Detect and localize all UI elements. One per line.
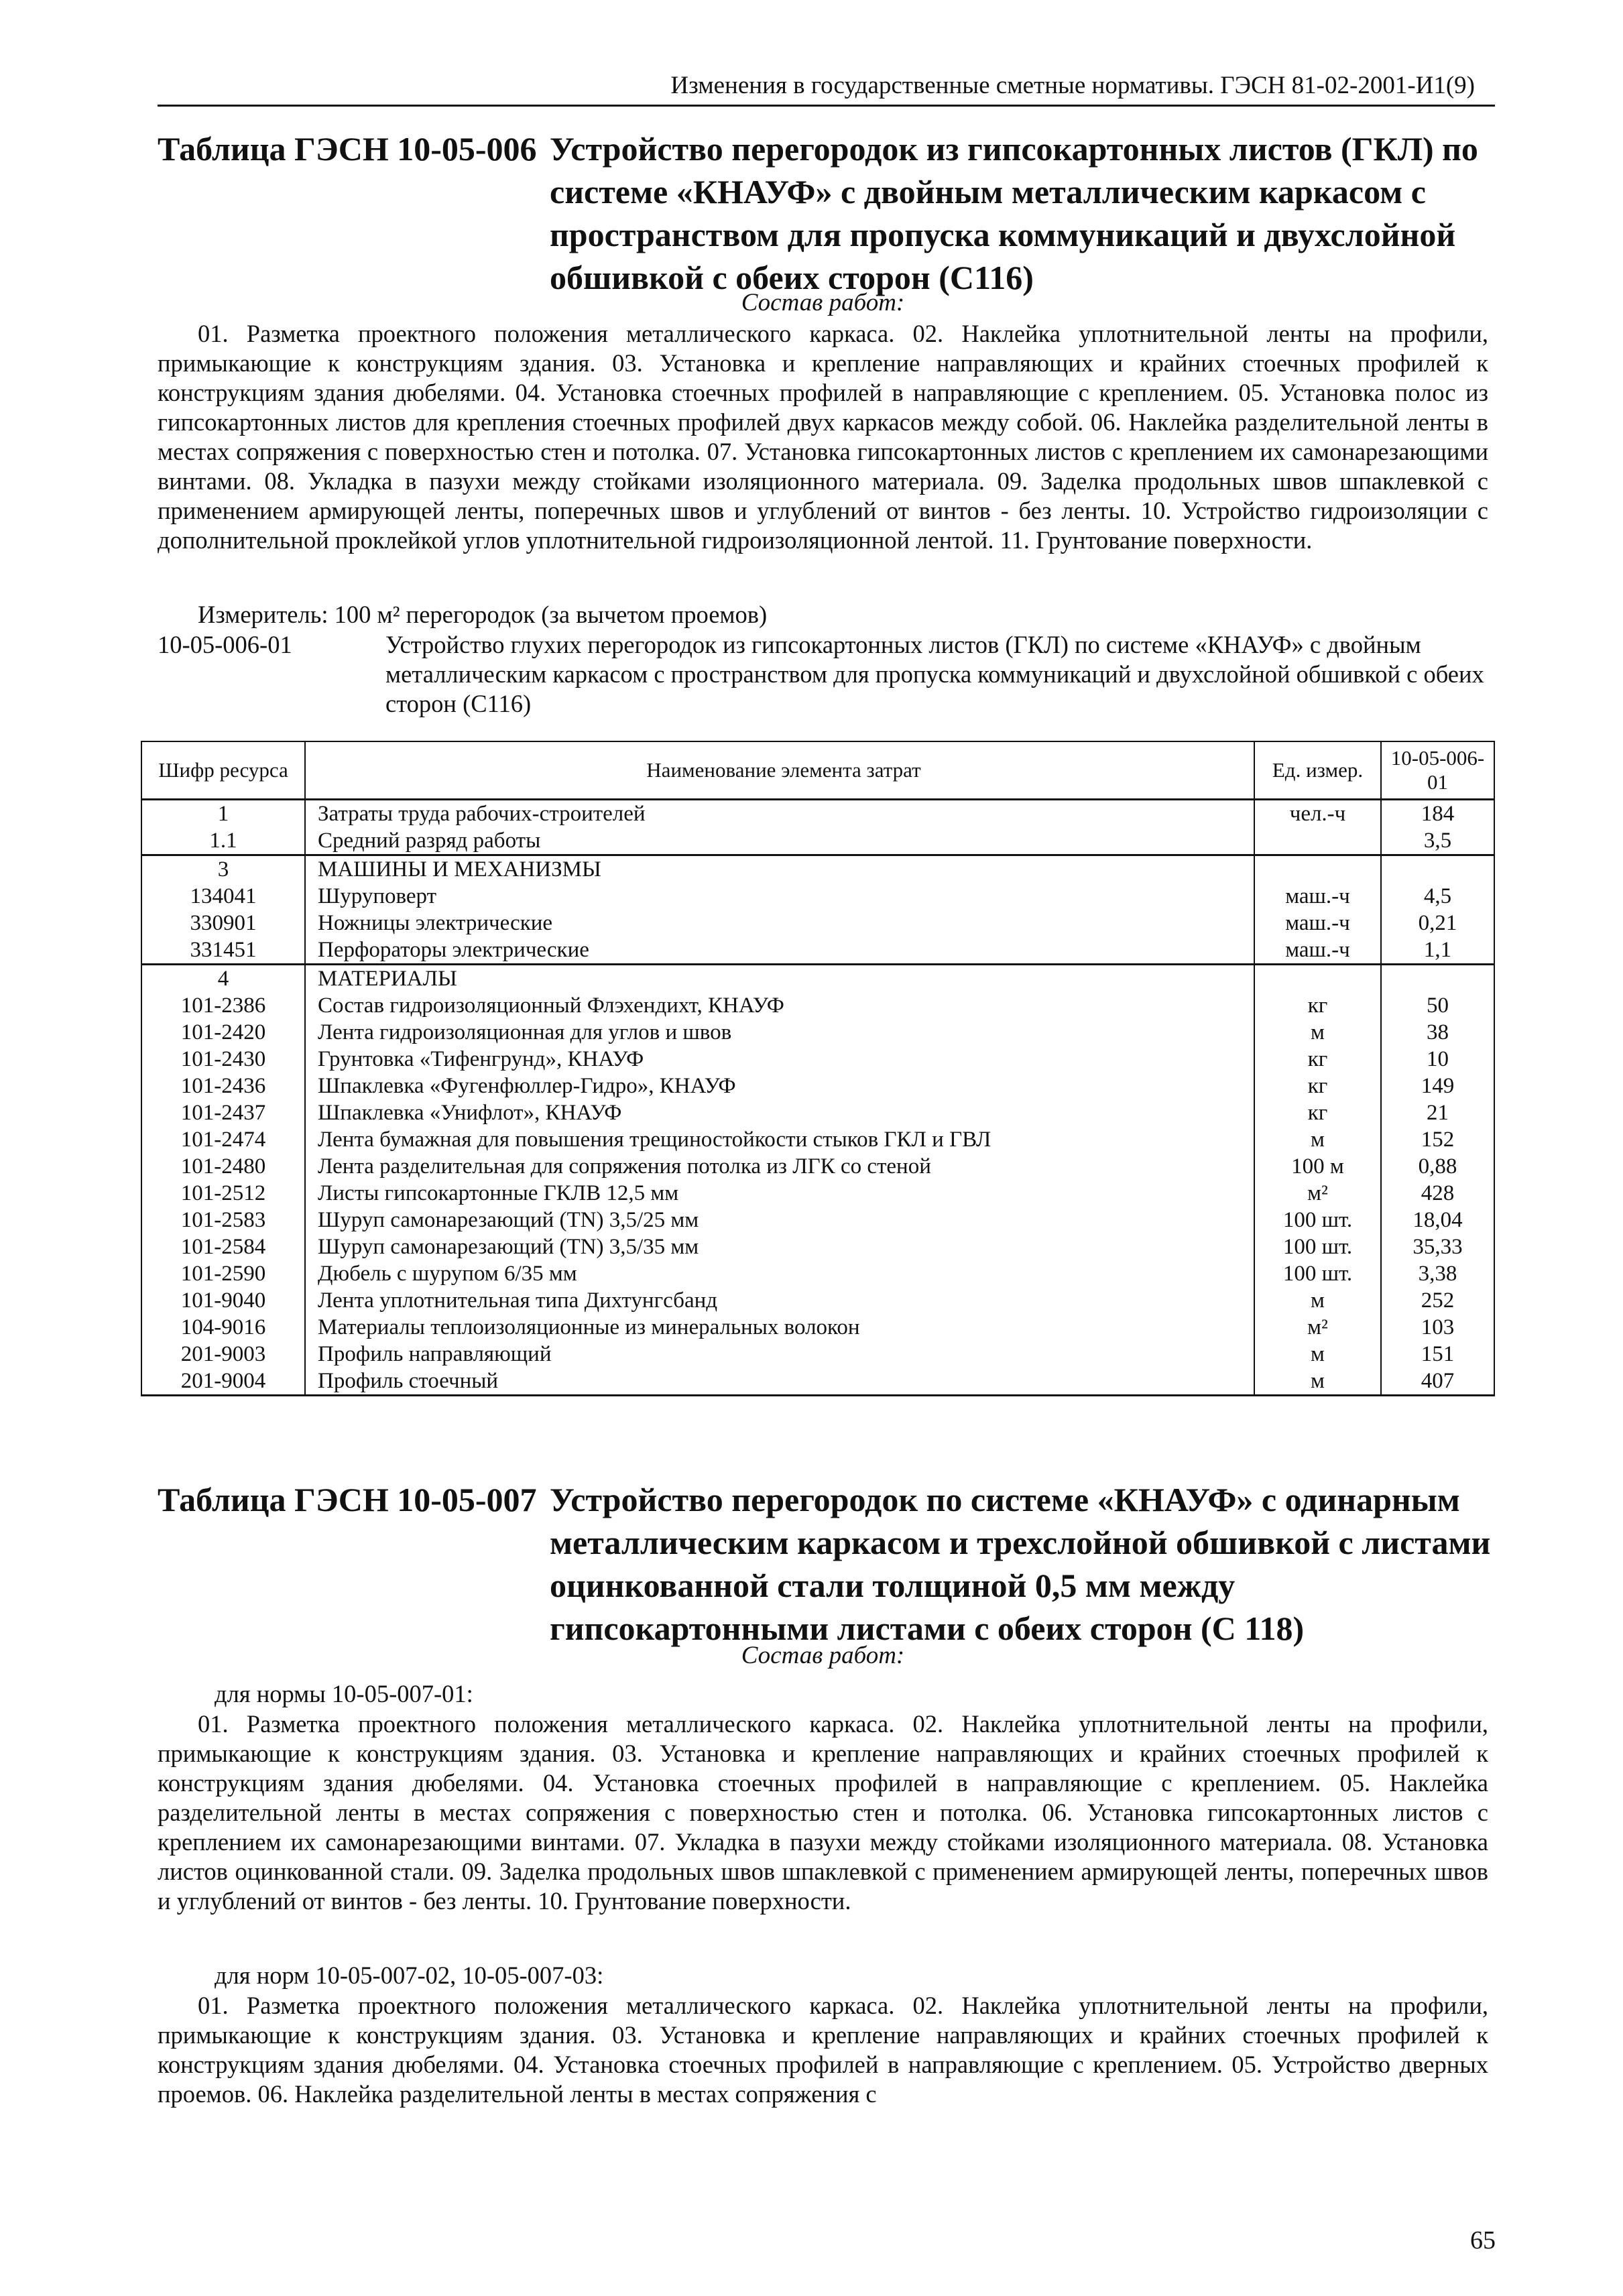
cell-unit: кг bbox=[1254, 992, 1381, 1019]
cell-code: 104-9016 bbox=[141, 1314, 305, 1341]
cell-value: 407 bbox=[1381, 1368, 1494, 1396]
norm2-work-text: 01. Разметка проектного положения металлического каркаса. 02. Наклейка уплотнительной ленты на профили, примыкающие к конструкциям здания. 03. Установка и крепление направляющих и крайних стоечных профилей к конструкциям здания дюбелями. 04. Установка стоечных профилей в направляющие с креплением. 05. Устройство дверных проемов. 06. Наклейка разделительной ленты в местах сопряжения с bbox=[158, 1992, 1488, 2108]
cell-unit bbox=[1254, 855, 1381, 884]
cell-name: Профиль направляющий bbox=[305, 1341, 1254, 1368]
table-row bbox=[141, 855, 1494, 884]
cell-code: 331451 bbox=[141, 936, 305, 965]
cell-value: 18,04 bbox=[1381, 1207, 1494, 1233]
cell-code: 101-2474 bbox=[141, 1126, 305, 1153]
cell-name: Шпаклевка «Унифлот», КНАУФ bbox=[305, 1099, 1254, 1126]
table1-meter: Измеритель: 100 м² перегородок (за вычетом проемов) bbox=[198, 601, 768, 628]
cell-unit: м bbox=[1254, 1368, 1381, 1396]
cell-unit: м bbox=[1254, 1341, 1381, 1368]
group-machines bbox=[141, 855, 1494, 965]
table-row bbox=[141, 1207, 1494, 1233]
cell-value: 1,1 bbox=[1381, 936, 1494, 965]
cell-unit bbox=[1254, 965, 1381, 993]
cell-name: Профиль стоечный bbox=[305, 1368, 1254, 1396]
table1-work-heading: Состав работ: bbox=[741, 289, 905, 316]
table2-title-line: металлическим каркасом и трехслойной обшивкой с листами bbox=[550, 1524, 1491, 1561]
table-row bbox=[141, 1180, 1494, 1207]
cell-name: МАШИНЫ И МЕХАНИЗМЫ bbox=[305, 855, 1254, 884]
cell-name: Средний разряд работы bbox=[305, 827, 1254, 855]
group-materials bbox=[141, 965, 1494, 1396]
table2-title-line: оцинкованной стали толщиной 0,5 мм между bbox=[550, 1567, 1236, 1604]
cell-name: МАТЕРИАЛЫ bbox=[305, 965, 1254, 993]
col-header-code: Шифр ресурса bbox=[141, 741, 305, 800]
cell-code: 101-2584 bbox=[141, 1233, 305, 1260]
cell-name: Шуруп самонарезающий (TN) 3,5/25 мм bbox=[305, 1207, 1254, 1233]
table-row bbox=[141, 1073, 1494, 1099]
table2-label: Таблица ГЭСН 10-05-007 bbox=[158, 1481, 537, 1518]
page-header bbox=[158, 67, 1495, 107]
cell-code: 3 bbox=[141, 855, 305, 884]
cell-value bbox=[1381, 965, 1494, 993]
cell-name: Лента разделительная для сопряжения потолка из ЛГК со стеной bbox=[305, 1153, 1254, 1180]
cell-unit: м² bbox=[1254, 1180, 1381, 1207]
cell-value: 4,5 bbox=[1381, 883, 1494, 910]
cell-value: 10 bbox=[1381, 1046, 1494, 1073]
table-row bbox=[141, 1126, 1494, 1153]
cell-code: 101-9040 bbox=[141, 1287, 305, 1314]
cell-value: 252 bbox=[1381, 1287, 1494, 1314]
cell-value: 103 bbox=[1381, 1314, 1494, 1341]
cell-unit: м bbox=[1254, 1126, 1381, 1153]
cell-code: 101-2480 bbox=[141, 1153, 305, 1180]
cell-value: 3,5 bbox=[1381, 827, 1494, 855]
cell-unit bbox=[1254, 827, 1381, 855]
table1-title-line: системе «КНАУФ» с двойным металлическим каркасом с bbox=[550, 173, 1426, 210]
table2-title-line: Устройство перегородок по системе «КНАУФ» с одинарным bbox=[550, 1481, 1460, 1518]
cell-unit: маш.-ч bbox=[1254, 936, 1381, 965]
table-row bbox=[141, 1368, 1494, 1396]
cell-code: 330901 bbox=[141, 910, 305, 936]
cell-value: 21 bbox=[1381, 1099, 1494, 1126]
cell-code: 4 bbox=[141, 965, 305, 993]
cell-code: 134041 bbox=[141, 883, 305, 910]
norm2-label: для норм 10-05-007-02, 10-05-007-03: bbox=[215, 1961, 604, 1989]
norm-description: Устройство глухих перегородок из гипсокартонных листов (ГКЛ) по системе «КНАУФ» с двойным металлическим каркасом с пространством для пропуска коммуникаций и двухслойной обшивкой с обеих сторон (С116) bbox=[385, 631, 1484, 717]
table-row bbox=[141, 936, 1494, 965]
cell-unit: м bbox=[1254, 1287, 1381, 1314]
cell-value: 428 bbox=[1381, 1180, 1494, 1207]
table1-label: Таблица ГЭСН 10-05-006 bbox=[158, 130, 537, 168]
cell-unit: м bbox=[1254, 1019, 1381, 1046]
cell-unit: 100 шт. bbox=[1254, 1233, 1381, 1260]
cell-unit: 100 шт. bbox=[1254, 1207, 1381, 1233]
cell-name: Листы гипсокартонные ГКЛВ 12,5 мм bbox=[305, 1180, 1254, 1207]
table1-title-line: Устройство перегородок из гипсокартонных листов (ГКЛ) по bbox=[550, 130, 1478, 168]
cell-value: 151 bbox=[1381, 1341, 1494, 1368]
table-row bbox=[141, 992, 1494, 1019]
table-row bbox=[141, 827, 1494, 855]
cell-unit: 100 м bbox=[1254, 1153, 1381, 1180]
cell-unit: маш.-ч bbox=[1254, 910, 1381, 936]
table-row bbox=[141, 1260, 1494, 1287]
cell-code: 201-9003 bbox=[141, 1341, 305, 1368]
col-header-value: 10-05-006-01 bbox=[1381, 741, 1494, 800]
cell-unit: 100 шт. bbox=[1254, 1260, 1381, 1287]
cell-name: Лента гидроизоляционная для углов и швов bbox=[305, 1019, 1254, 1046]
cell-code: 101-2437 bbox=[141, 1099, 305, 1126]
table-row bbox=[141, 1287, 1494, 1314]
cell-code: 101-2420 bbox=[141, 1019, 305, 1046]
cell-name: Грунтовка «Тифенгрунд», КНАУФ bbox=[305, 1046, 1254, 1073]
cell-code: 201-9004 bbox=[141, 1368, 305, 1396]
cell-name: Материалы теплоизоляционные из минеральных волокон bbox=[305, 1314, 1254, 1341]
cell-code: 101-2590 bbox=[141, 1260, 305, 1287]
cell-value: 184 bbox=[1381, 800, 1494, 828]
table2-title-line: гипсокартонными листами с обеих сторон (С 118) bbox=[550, 1610, 1305, 1647]
cell-value: 149 bbox=[1381, 1073, 1494, 1099]
table-row bbox=[141, 1314, 1494, 1341]
cell-name: Дюбель с шурупом 6/35 мм bbox=[305, 1260, 1254, 1287]
table-row bbox=[141, 1233, 1494, 1260]
resource-table bbox=[141, 741, 1495, 1396]
cell-code: 101-2386 bbox=[141, 992, 305, 1019]
col-header-unit: Ед. измер. bbox=[1254, 741, 1381, 800]
table-row bbox=[141, 965, 1494, 993]
header-text: Изменения в государственные сметные нормативы. ГЭСН 81-02-2001-И1(9) bbox=[670, 72, 1475, 99]
cell-name: Шпаклевка «Фугенфюллер-Гидро», КНАУФ bbox=[305, 1073, 1254, 1099]
table-row bbox=[141, 1153, 1494, 1180]
cell-unit: чел.-ч bbox=[1254, 800, 1381, 828]
cell-name: Ножницы электрические bbox=[305, 910, 1254, 936]
table-row bbox=[141, 1341, 1494, 1368]
cell-code: 101-2583 bbox=[141, 1207, 305, 1233]
cell-value: 152 bbox=[1381, 1126, 1494, 1153]
cell-unit: маш.-ч bbox=[1254, 883, 1381, 910]
table1-title-line: пространством для пропуска коммуникаций и двухслойной bbox=[550, 216, 1456, 253]
group-labor bbox=[141, 800, 1494, 855]
cell-name: Лента бумажная для повышения трещиностойкости стыков ГКЛ и ГВЛ bbox=[305, 1126, 1254, 1153]
norm1-work-text: 01. Разметка проектного положения металлического каркаса. 02. Наклейка уплотнительной ленты на профили, примыкающие к конструкциям здания. 03. Установка и крепление направляющих и крайних стоечных профилей к конструкциям здания дюбелями. 04. Установка стоечных профилей в направляющие с креплением. 05. Наклейка разделительной ленты в местах сопряжения с поверхностью стен и потолка. 06. Установка гипсокартонных листов с креплением их самонарезающими винтами. 07. Укладка в пазухи между стойками изоляционного материала. 08. Установка листов оцинкованной стали. 09. Заделка продольных швов шпаклевкой с применением армирующей ленты, поперечных швов и углублений от винтов - без ленты. 10. Грунтование поверхности. bbox=[158, 1710, 1488, 1915]
cell-code: 1.1 bbox=[141, 827, 305, 855]
cell-code: 101-2436 bbox=[141, 1073, 305, 1099]
cell-code: 1 bbox=[141, 800, 305, 828]
cell-name: Шуруп самонарезающий (TN) 3,5/35 мм bbox=[305, 1233, 1254, 1260]
cell-name: Шуруповерт bbox=[305, 883, 1254, 910]
cell-value: 50 bbox=[1381, 992, 1494, 1019]
cell-value bbox=[1381, 855, 1494, 884]
table-row bbox=[141, 1046, 1494, 1073]
cell-value: 3,38 bbox=[1381, 1260, 1494, 1287]
cell-unit: кг bbox=[1254, 1046, 1381, 1073]
cell-value: 35,33 bbox=[1381, 1233, 1494, 1260]
table-row bbox=[141, 910, 1494, 936]
cell-unit: кг bbox=[1254, 1099, 1381, 1126]
table-row bbox=[141, 1019, 1494, 1046]
cell-code: 101-2430 bbox=[141, 1046, 305, 1073]
norm-code: 10-05-006-01 bbox=[158, 631, 292, 658]
cell-name: Лента уплотнительная типа Дихтунгсбанд bbox=[305, 1287, 1254, 1314]
cell-name: Затраты труда рабочих-строителей bbox=[305, 800, 1254, 828]
page-number: 65 bbox=[1470, 2226, 1496, 2254]
cell-name: Состав гидроизоляционный Флэхендихт, КНАУФ bbox=[305, 992, 1254, 1019]
col-header-name: Наименование элемента затрат bbox=[305, 741, 1254, 800]
table-row bbox=[141, 1099, 1494, 1126]
cell-value: 38 bbox=[1381, 1019, 1494, 1046]
norm1-label: для нормы 10-05-007-01: bbox=[215, 1680, 473, 1707]
cell-value: 0,21 bbox=[1381, 910, 1494, 936]
cell-value: 0,88 bbox=[1381, 1153, 1494, 1180]
table-header-row bbox=[141, 741, 1494, 800]
table-row bbox=[141, 883, 1494, 910]
cell-name: Перфораторы электрические bbox=[305, 936, 1254, 965]
table1-work-text: 01. Разметка проектного положения металлического каркаса. 02. Наклейка уплотнительной ленты на профили, примыкающие к конструкциям здания. 03. Установка и крепление направляющих и крайних стоечных профилей к конструкциям здания дюбелями. 04. Установка стоечных профилей в направляющие с креплением. 05. Установка полос из гипсокартонных листов для крепления стоечных профилей двух каркасов между собой. 06. Наклейка разделительной ленты в местах сопряжения с поверхностью стен и потолка. 07. Установка гипсокартонных листов с креплением их самонарезающими винтами. 08. Укладка в пазухи между стойками изоляционного материала. 09. Заделка продольных швов шпаклевкой с применением армирующей ленты, поперечных швов и углублений от винтов - без ленты. 10. Устройство гидроизоляции с дополнительной проклейкой углов уплотнительной гидроизоляционной лентой. 11. Грунтование поверхности. bbox=[158, 320, 1488, 554]
table-row bbox=[141, 800, 1494, 828]
cell-unit: м² bbox=[1254, 1314, 1381, 1341]
table1-title-line: обшивкой с обеих сторон (С116) bbox=[550, 259, 1034, 296]
cell-code: 101-2512 bbox=[141, 1180, 305, 1207]
cell-unit: кг bbox=[1254, 1073, 1381, 1099]
table2-work-heading: Состав работ: bbox=[741, 1642, 905, 1669]
